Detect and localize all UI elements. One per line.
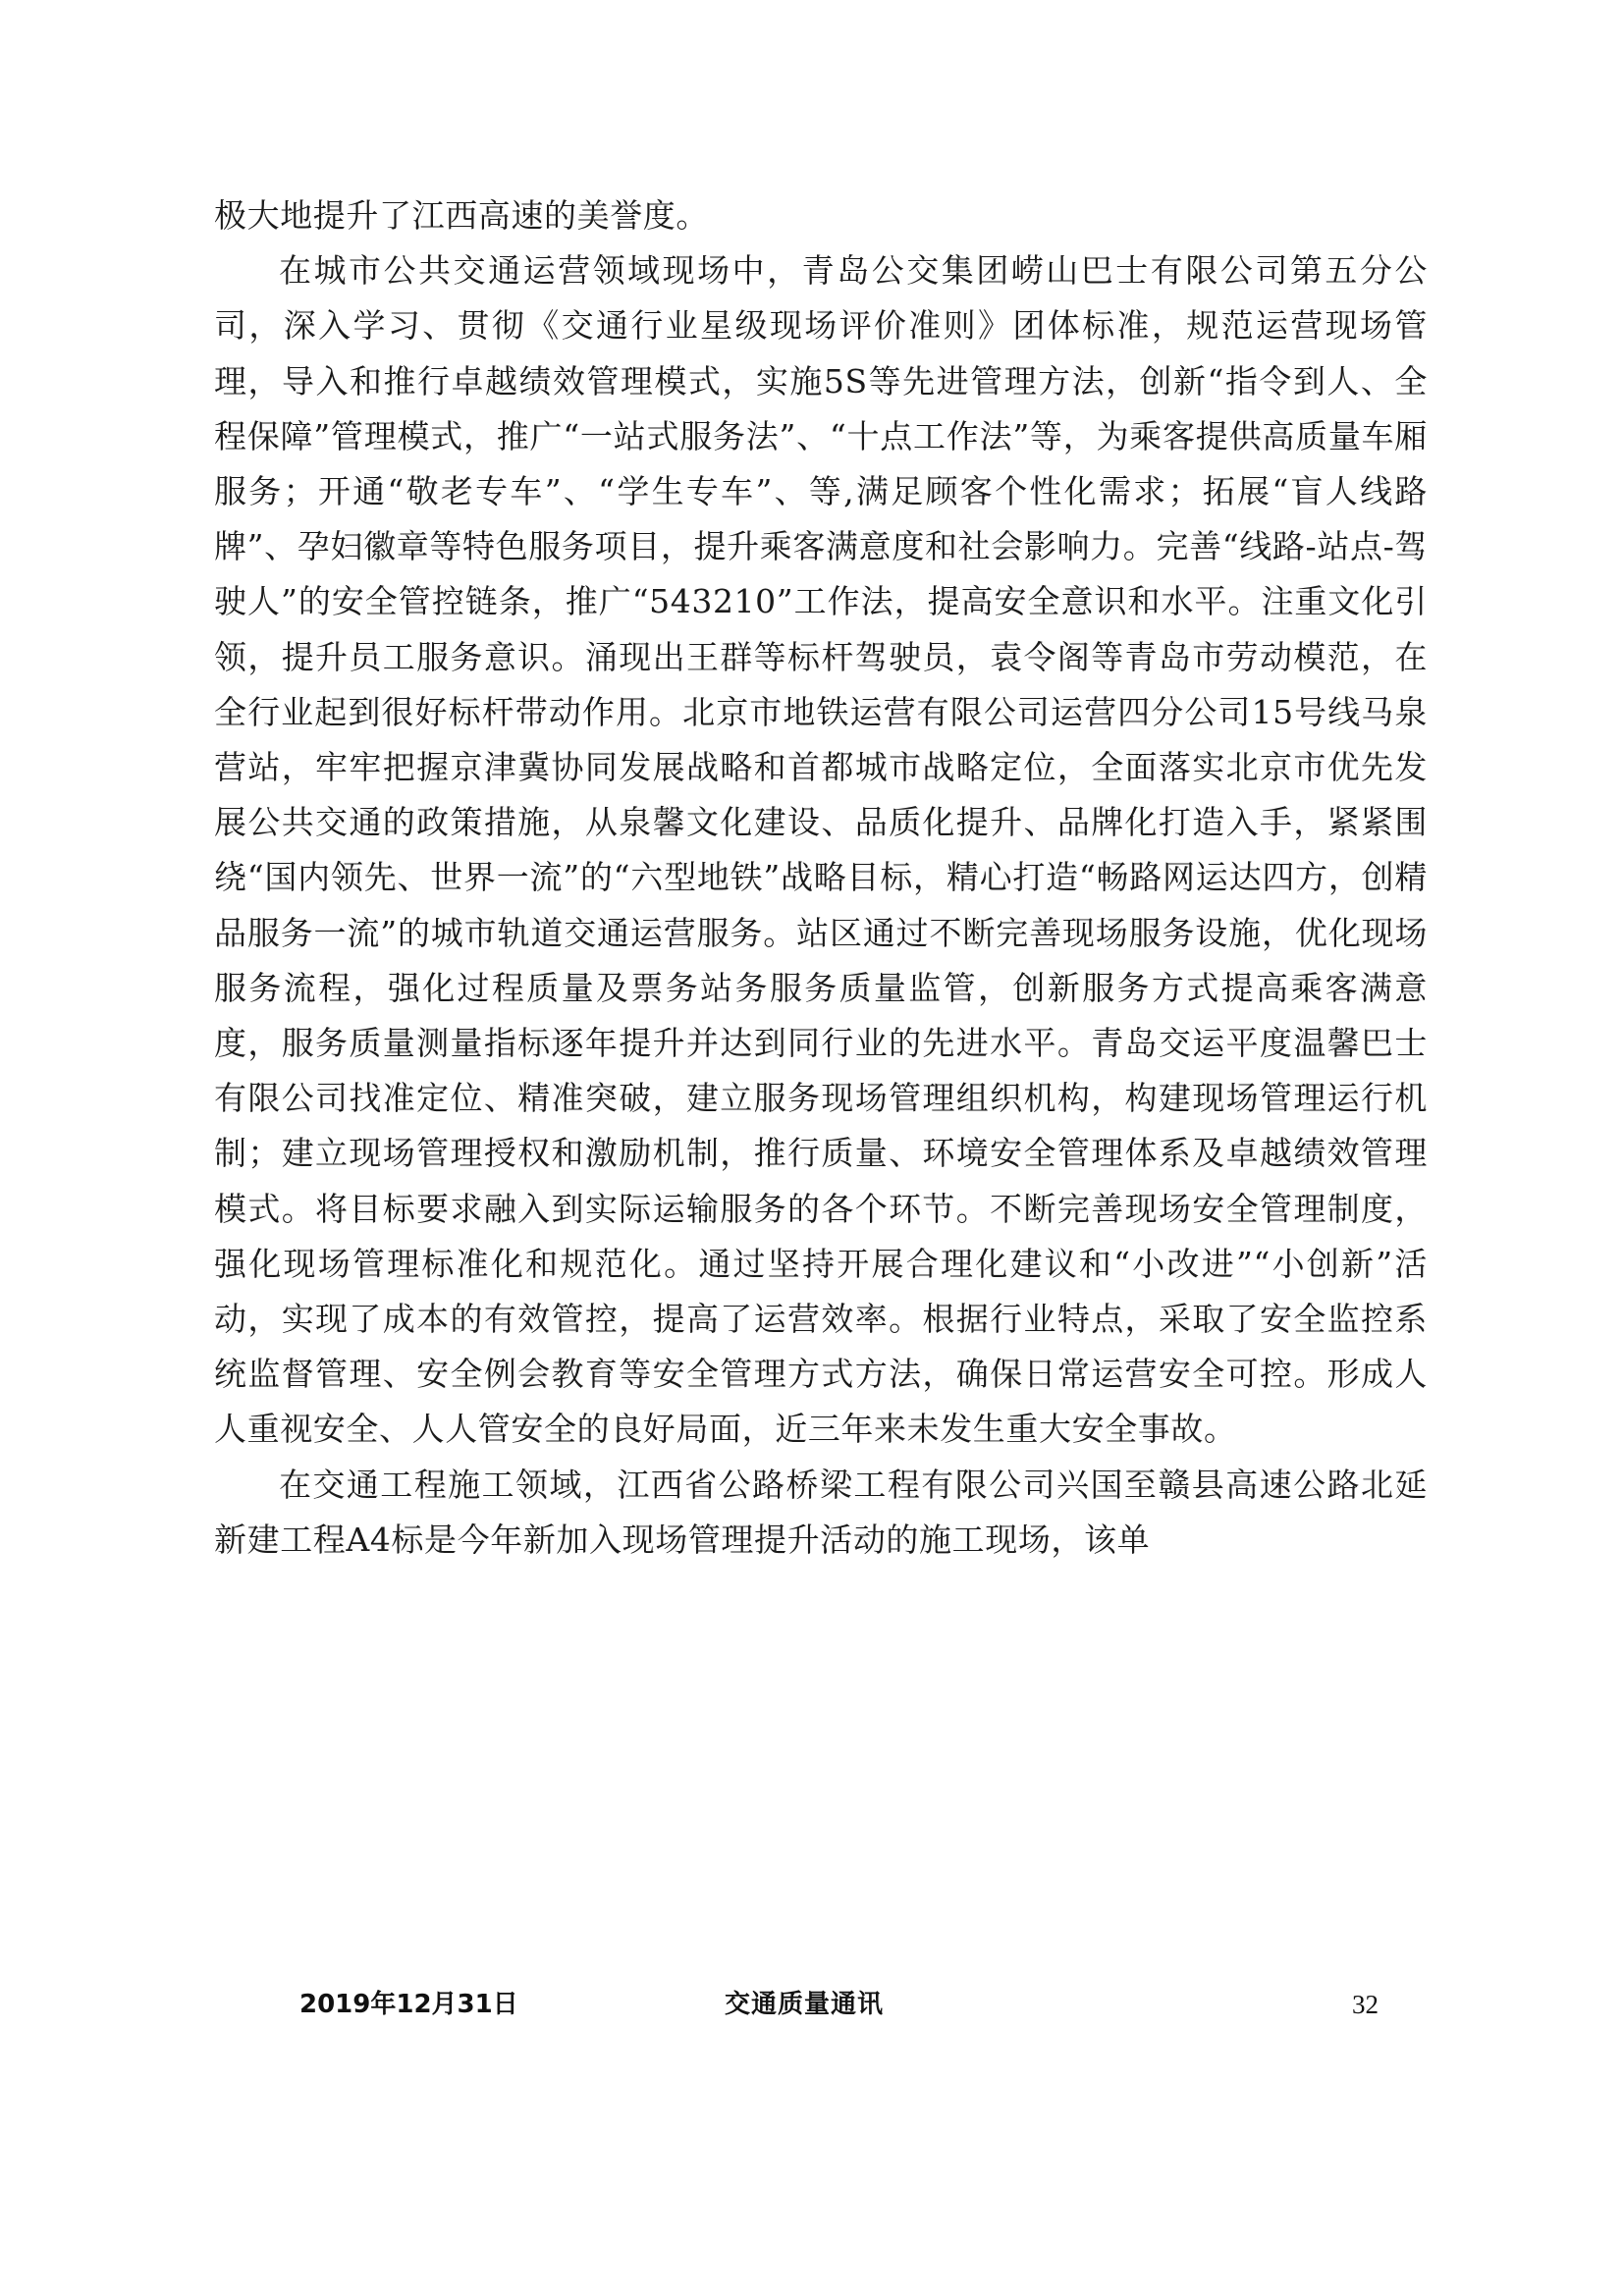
body-text bbox=[214, 188, 1428, 1568]
footer-date: 2019年12月31日 bbox=[299, 1990, 518, 2019]
footer-journal-title: 交通质量通讯 bbox=[725, 1990, 885, 2019]
paragraph-continuation: 极大地提升了江西高速的美誉度。 bbox=[214, 196, 709, 235]
paragraph-urban-transit: 在城市公共交通运营领域现场中，青岛公交集团崂山巴士有限公司第五分公司，深入学习、贯彻《交通行业星级现场评价准则》团体标准，规范运营现场管理，导入和推行卓越绩效管理模式，实施5S等先进管理方法，创新“指令到人、全程保障”管理模式，推广“一站式服务法”、“十点工作法”等，为乘客提供高质量车厢服务；开通“敬老专车”、“学生专车”、等,满足顾客个性化需求；拓展“盲人线路牌”、孕妇徽章等特色服务项目，提升乘客满意度和社会影响力。完善“线路-站点-驾驶人”的安全管控链条，推广“543210”工作法，提高安全意识和水平。注重文化引领，提升员工服务意识。涌现出王群等标杆驾驶员，袁令阁等青岛市劳动模范，在全行业起到很好标杆带动作用。北京市地铁运营有限公司运营四分公司15号线马泉营站，牢牢把握京津冀协同发展战略和首都城市战略定位，全面落实北京市优先发展公共交通的政策措施，从泉馨文化建设、品质化提升、品牌化打造入手，紧紧围绕“国内领先、世界一流”的“六型地铁”战略目标，精心打造“畅路网运达四方，创精品服务一流”的城市轨道交通运营服务。站区通过不断完善现场服务设施，优化现场服务流程，强化过程质量及票务站务服务质量监管，创新服务方式提高乘客满意度，服务质量测量指标逐年提升并达到同行业的先进水平。青岛交运平度温馨巴士有限公司找准定位、精准突破，建立服务现场管理组织机构，构建现场管理运行机制；建立现场管理授权和激励机制，推行质量、环境安全管理体系及卓越绩效管理模式。将目标要求融入到实际运输服务的各个环节。不断完善现场安全管理制度，强化现场管理标准化和规范化。通过坚持开展合理化建议和“小改进”“小创新”活动，实现了成本的有效管控，提高了运营效率。根据行业特点，采取了安全监控系统监督管理、安全例会教育等安全管理方式方法，确保日常运营安全可控。形成人人重视安全、人人管安全的良好局面，近三年来未发生重大安全事故。 bbox=[214, 251, 1428, 1449]
paragraph-construction: 在交通工程施工领域，江西省公路桥梁工程有限公司兴国至赣县高速公路北延新建工程A4标是今年新加入现场管理提升活动的施工现场，该单 bbox=[214, 1465, 1428, 1559]
footer-page-number: 32 bbox=[1352, 1990, 1379, 2019]
